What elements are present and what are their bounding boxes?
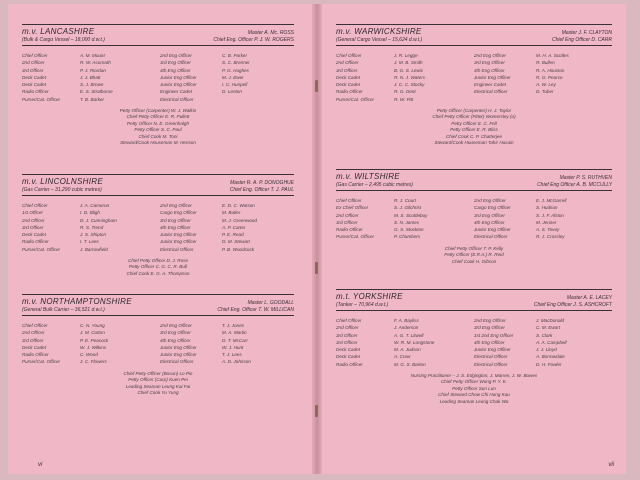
binding-gutter <box>312 4 322 474</box>
deck-ranks-entry: Radio Officer <box>22 239 49 245</box>
deck-ranks-entry: 1st Officer <box>22 210 43 216</box>
engine-names-entry: A. A. Campbell <box>536 339 567 345</box>
ratings-notes <box>336 246 612 265</box>
rating-line: Chief Petty Officer E. R. Pullett <box>126 114 190 120</box>
rating-line: Petty Officer S. C. Paul <box>134 127 182 133</box>
deck-ranks-entry: Chief Officer <box>336 318 362 323</box>
crew-list <box>22 52 294 103</box>
deck-names <box>80 52 160 103</box>
rating-line: Petty Officer E. R. Bliss <box>450 127 498 133</box>
engine-ranks-entry: 3rd Eng Officer <box>160 217 191 223</box>
deck-ranks-entry: Chief Officer <box>22 203 48 208</box>
section-top-rule <box>336 289 612 290</box>
engine-names-entry: D. Lenton <box>222 89 242 95</box>
deck-names-entry: B. G. S. Lewis <box>394 67 424 73</box>
master-name: Master A. E. LACEY <box>566 295 612 301</box>
vessel-type: (General Bulk Carrier – 36,521 d.w.t.) <box>22 307 105 313</box>
chief-engineer: Chief Eng Officer D. CARR <box>551 37 612 43</box>
engine-names-entry: R. Bullen <box>536 60 555 66</box>
engine-names-entry: M. J. Greenwood <box>222 217 257 223</box>
deck-names-entry: D. J. Cunningham <box>80 217 117 223</box>
ship-subheader <box>22 187 294 193</box>
rating-line: Petty Officer (Carpenter) H. J. Taylor <box>436 108 512 114</box>
engine-ranks <box>474 197 536 241</box>
engine-names-entry: P. B. Woodcock <box>222 246 255 252</box>
deck-ranks <box>22 322 80 366</box>
ship-header <box>336 292 612 301</box>
engine-ranks-entry: 2nd Eng Officer <box>474 198 506 203</box>
deck-names-entry: R. N. J. Waters <box>394 74 426 80</box>
crew-list <box>22 322 294 366</box>
deck-names-entry: M. G. S. Barton <box>394 361 426 367</box>
ship-subheader <box>22 307 294 313</box>
deck-names-entry: J. Barrowfield <box>80 246 108 252</box>
engine-names-entry: D. Tuber <box>536 89 554 95</box>
engine-names-entry: P. E. Read <box>222 232 244 238</box>
deck-names-entry: I. D. Bligh <box>80 210 100 216</box>
engine-ranks-entry: Electrical Officer <box>160 359 194 365</box>
section-top-rule <box>336 169 612 170</box>
rating-line: Petty Officer E. C. Fell <box>451 120 497 126</box>
deck-names-entry: S. N. James <box>394 219 420 225</box>
section-sub-rule <box>22 45 294 46</box>
engine-names-entry: A. W. Ley <box>536 82 556 88</box>
vessel-type: (General Cargo Vessel – 15,624 d.w.t.) <box>336 37 423 43</box>
engine-names <box>536 317 608 368</box>
deck-names-entry: E. S. Stratborne <box>80 89 113 95</box>
master-name: Master A. Mc. ROSS <box>247 30 294 36</box>
deck-names-entry: W. R. M. Longstone <box>394 339 435 345</box>
ship-header <box>22 27 294 36</box>
engine-ranks <box>474 52 536 103</box>
deck-names-entry: C. N. Young <box>80 323 105 328</box>
deck-names-entry: P. J. Riordan <box>80 67 106 73</box>
ship-subheader <box>336 182 612 188</box>
deck-ranks-entry: Purser/Cat. Officer <box>336 96 375 102</box>
rating-line: Chief Cook Yu Yung <box>137 390 179 395</box>
ship-section <box>336 289 612 405</box>
engine-ranks-entry: 3rd Eng Officer <box>474 212 505 218</box>
engine-ranks-entry: Junior Eng Officer <box>474 347 511 353</box>
engine-ranks-entry: Junior Eng Officer <box>160 344 197 350</box>
engine-names-entry: D. M. Stewart <box>222 239 250 245</box>
engine-names-entry: T. J. Jones <box>222 323 245 328</box>
deck-names-entry: P. Chambers <box>394 234 421 240</box>
engine-ranks-entry: Junior Eng Officer <box>474 74 511 80</box>
engine-ranks-entry: 4th Eng Officer <box>474 339 505 345</box>
engine-names-entry: J. MacDonald <box>536 318 565 323</box>
rating-line: Chief Petty Officer Wong P. Y. K. <box>440 379 508 385</box>
deck-ranks-entry: Chief Officer <box>22 323 48 328</box>
engine-ranks <box>474 317 536 368</box>
deck-ranks-entry: Deck Cadet <box>336 347 361 353</box>
ship-header <box>22 297 294 306</box>
deck-ranks-entry: 2nd Officer <box>22 60 45 66</box>
crew-list <box>336 317 612 368</box>
deck-ranks-entry: Radio Officer <box>336 89 363 95</box>
deck-names-entry: R. W. Pitt <box>394 96 414 102</box>
ship-header <box>22 177 294 186</box>
deck-ranks-entry: Deck Cadet <box>22 82 47 88</box>
rating-line: Chief Cook M. Toni <box>138 133 178 139</box>
deck-ranks-entry: 3rd Officer <box>336 67 358 73</box>
section-sub-rule <box>336 190 612 191</box>
rating-line: Chief Cook E. G. A. Thompson <box>126 270 190 276</box>
deck-names <box>80 202 160 253</box>
deck-names-entry: C. Wood <box>80 352 98 358</box>
ratings-notes <box>22 371 294 397</box>
deck-ranks-entry: 2nd Officer <box>22 217 45 223</box>
engine-ranks-entry: 2nd Eng Officer <box>474 318 506 323</box>
deck-ranks-entry: Deck Cadet <box>336 354 361 360</box>
deck-names-entry: P. E. Peacock <box>80 337 109 343</box>
deck-names-entry: R. W. Acornath <box>80 60 111 66</box>
section-top-rule <box>336 24 612 25</box>
engine-ranks-entry: Junior Eng Officer <box>160 74 197 80</box>
ship-subheader <box>336 302 612 308</box>
engine-ranks-entry: 2nd Eng Officer <box>160 323 192 328</box>
chief-engineer: Chief Eng. Officer P. J. W. ROGERS <box>213 37 294 43</box>
deck-ranks-entry: 3rd Officer <box>336 339 358 345</box>
deck-ranks-entry: 2nd Officer <box>336 212 359 218</box>
vessel-type: (Gas Carrier – 2,495 cubic metres) <box>336 182 413 188</box>
deck-ranks-entry: 3rd Officer <box>22 224 44 230</box>
engine-names <box>222 52 294 103</box>
rating-line: Leading Seaman Leung Kai Fai <box>125 383 191 389</box>
deck-names-entry: J. C. Flowers <box>80 359 107 365</box>
engine-ranks-entry: Electrical Officer <box>160 246 194 252</box>
rating-line: Chief Petty Officer T. P. Kelly <box>444 245 504 251</box>
rating-line: Chief Petty Officer (Fitter) Womersley (o) <box>432 114 516 120</box>
engine-ranks-entry: 4th Eng Officer <box>474 219 505 225</box>
staple-middle <box>315 262 318 274</box>
section-top-rule <box>22 294 294 295</box>
engine-ranks-entry: Cargo Eng Officer <box>160 210 197 216</box>
engine-ranks-entry: 3rd Eng Officer <box>474 325 505 331</box>
engine-names-entry: S. Hudson <box>536 205 558 211</box>
deck-names-entry: F. A. Bayliss <box>394 318 419 323</box>
ratings-notes <box>22 108 294 146</box>
vessel-type: (Gas Carrier – 31,290 cubic metres) <box>22 187 102 193</box>
deck-ranks-entry: Deck Cadet <box>22 344 47 350</box>
crew-list <box>336 52 612 103</box>
deck-names-entry: A. Crew <box>394 354 411 360</box>
rating-line: Petty Officer Sun Lun <box>452 385 496 391</box>
engine-names-entry: S. C. Brenner <box>222 60 250 66</box>
ship-name: m.v. WARWICKSHIRE <box>336 27 422 36</box>
engine-names-entry: S. J. F. Alston <box>536 212 564 218</box>
deck-ranks-entry: Purser/Cat. Officer <box>22 246 61 252</box>
deck-names <box>394 197 474 241</box>
rating-line: Petty Officer C. G. C. R. Bull <box>129 264 187 270</box>
deck-names-entry: J. A. Cameron <box>80 203 110 208</box>
engine-names-entry: D. T. McCarr <box>222 337 248 343</box>
engine-ranks-entry: Cargo Eng Officer <box>474 205 511 211</box>
deck-ranks-entry: Deck Cadet <box>22 74 47 80</box>
engine-names-entry: C. M. Ewart <box>536 325 560 331</box>
staple-bottom <box>315 405 318 417</box>
deck-names-entry: A. M. Mount <box>80 53 105 58</box>
left-page <box>8 4 312 474</box>
engine-names-entry: E. D. C. Watson <box>222 203 255 208</box>
deck-ranks-entry: Radio Officer <box>336 361 363 367</box>
deck-ranks-entry: Chief Officer <box>336 53 362 58</box>
page-number-left: vi <box>38 462 43 468</box>
ship-header <box>336 27 612 36</box>
deck-ranks-entry: 3rd Officer <box>336 219 358 225</box>
engine-ranks-entry: Junior Eng Officer <box>474 227 511 233</box>
engine-names-entry: A. P. Carter <box>222 224 246 230</box>
engine-ranks-entry: 4th Eng Officer <box>160 337 191 343</box>
engine-names-entry: R. J. Crossley <box>536 234 565 240</box>
engine-ranks <box>160 322 222 366</box>
deck-ranks-entry: 3rd Officer <box>22 67 44 73</box>
deck-ranks-entry: Purser/Cat. Officer <box>22 359 61 365</box>
engine-ranks-entry: Junior Eng Officer <box>160 239 197 245</box>
engine-ranks-entry: 1st 2nd Eng Officer <box>474 332 514 338</box>
engine-ranks-entry: 2nd Eng Officer <box>160 203 192 208</box>
engine-names-entry: M. H. A. Scotles <box>536 53 569 58</box>
engine-ranks-entry: Junior Eng Officer <box>160 82 197 88</box>
rating-line: Chief Cook C. P. Chatterjee <box>445 133 503 139</box>
deck-names <box>394 52 474 103</box>
deck-ranks-entry: 3rd Officer <box>22 337 44 343</box>
deck-names-entry: S. J. Gilchrist <box>394 205 422 211</box>
ship-subheader <box>22 37 294 43</box>
deck-ranks-entry: Purser/Cat. Officer <box>22 96 61 102</box>
deck-names-entry: J. M. Cotton <box>80 330 105 336</box>
engine-names-entry: W. J. Hunt <box>222 344 244 350</box>
engine-names-entry: I. C. Hunpell <box>222 82 248 88</box>
master-name: Master R. A. P. DONOGHUE <box>230 180 294 186</box>
deck-names-entry: W. J. Wilkins <box>80 344 107 350</box>
deck-ranks-entry: Chief Officer <box>22 53 48 58</box>
engine-ranks <box>160 52 222 103</box>
deck-ranks-entry: 3rd Officer <box>336 332 358 338</box>
deck-ranks-entry: Radio Officer <box>22 352 49 358</box>
chief-engineer: Chief Eng. Officer T. W. MILLICAN <box>217 307 294 313</box>
engine-names-entry: S. Clark <box>536 332 553 338</box>
deck-names-entry: S. J. Brown <box>80 82 104 88</box>
engine-names-entry: R. G. Pearce <box>536 74 563 80</box>
page-number-right: vii <box>608 462 614 468</box>
deck-names-entry: M. A. Judson <box>394 347 421 353</box>
engine-ranks-entry: Electrical Officer <box>474 361 508 367</box>
rating-line: Chief Petty Officer (Bosun) Lo Pin <box>123 370 193 376</box>
deck-ranks-entry: 2nd Officer <box>336 325 359 331</box>
deck-ranks <box>336 197 394 241</box>
ship-section <box>22 174 294 277</box>
rating-line: Petty Officer (Carp) Kuen Pei <box>128 377 188 383</box>
deck-ranks-entry: Ex Chief Officer <box>336 205 369 211</box>
deck-names-entry: J. S. Shipton <box>80 232 107 238</box>
engine-names-entry: M. A. Martin <box>222 330 247 336</box>
engine-names <box>222 322 294 366</box>
engine-names-entry: D. H. Fowler <box>536 361 562 367</box>
engine-ranks-entry: Junior Eng Officer <box>160 232 197 238</box>
engine-ranks-entry: 4th Eng Officer <box>160 224 191 230</box>
deck-ranks-entry: Deck Cadet <box>336 74 361 80</box>
engine-names-entry: J. J. Lloyd <box>536 347 557 353</box>
ship-header <box>336 172 612 181</box>
rating-line: Chief Steward Chow Chi Hung Kau <box>438 392 510 398</box>
engine-names-entry: M. Jenner <box>536 219 557 225</box>
engine-names-entry: E. J. McGarrell <box>536 198 567 203</box>
deck-names <box>80 322 160 366</box>
engine-ranks-entry: 2nd Eng Officer <box>474 53 506 58</box>
master-name: Master P. S. RUTHVEN <box>559 175 612 181</box>
deck-names-entry: A. G. T. Litwell <box>394 332 424 338</box>
engine-names-entry: P. G. Hughes <box>222 67 249 73</box>
engine-names-entry: C. B. Parker <box>222 53 248 58</box>
deck-names <box>394 317 474 368</box>
ship-name: m.v. LINCOLNSHIRE <box>22 177 103 186</box>
engine-ranks-entry: Electrical Officer <box>474 354 508 360</box>
vessel-type: (Bulk & Cargo Vessel – 18,000 d.w.t.) <box>22 37 105 43</box>
deck-ranks-entry: Purser/Cat. Officer <box>336 234 375 240</box>
ship-name: m.v. NORTHAMPTONSHIRE <box>22 297 132 306</box>
rating-line: Petty Officer (E.R.A.) R. Reid <box>444 252 504 258</box>
ship-section <box>22 294 294 396</box>
engine-ranks-entry: Engineer Cadet <box>160 89 192 95</box>
ratings-notes <box>336 108 612 146</box>
chief-engineer: Chief Eng. Officer T. J. PAUL <box>229 187 294 193</box>
engine-ranks-entry: Engineer Cadet <box>474 82 506 88</box>
engine-names <box>536 52 608 103</box>
section-sub-rule <box>336 310 612 311</box>
engine-ranks-entry: 3rd Eng Officer <box>160 330 191 336</box>
engine-ranks-entry: Electrical Officer <box>474 89 508 95</box>
engine-names <box>222 202 294 253</box>
section-top-rule <box>22 174 294 175</box>
deck-ranks-entry: Radio Officer <box>22 89 49 95</box>
deck-names-entry: R. J. Court <box>394 198 416 203</box>
deck-ranks <box>22 202 80 253</box>
ratings-notes <box>22 258 294 277</box>
ship-name: m.t. YORKSHIRE <box>336 292 403 301</box>
deck-ranks <box>22 52 80 103</box>
deck-names-entry: J. C. C. Stocky <box>394 82 425 88</box>
engine-ranks-entry: 2nd Eng Officer <box>160 53 192 58</box>
rating-line: Steward/Cook Houseman Tahir Husain <box>434 140 514 146</box>
chief-engineer: Chief Eng Officer A. B. MCCULLY <box>537 182 612 188</box>
deck-ranks-entry: Radio Officer <box>336 227 363 233</box>
master-name: Master J. F. CLAYTON <box>561 30 612 36</box>
section-top-rule <box>22 24 294 25</box>
rating-line: Petty Officer N. E. Greenhalgh <box>126 120 190 126</box>
crew-list <box>336 197 612 241</box>
deck-ranks-entry: Deck Cadet <box>336 82 361 88</box>
engine-names-entry: A. D. Johnson <box>222 359 251 365</box>
rating-line: Nursing Practitioner – J. S. Edgington, J. Marren, J. W. Bowes <box>410 373 538 379</box>
engine-names <box>536 197 608 241</box>
ship-subheader <box>336 37 612 43</box>
engine-ranks-entry: Junior Eng Officer <box>160 352 197 358</box>
crew-list <box>22 202 294 253</box>
deck-names-entry: J. M. B. Smith <box>394 60 423 66</box>
engine-ranks-entry: 4th Eng Officer <box>474 67 505 73</box>
engine-names-entry: R. A. Houston <box>536 67 565 73</box>
engine-names-entry: T. J. Lees <box>222 352 242 358</box>
engine-ranks <box>160 202 222 253</box>
ship-name: m.v. WILTSHIRE <box>336 172 400 181</box>
engine-ranks-entry: 3rd Eng Officer <box>160 60 191 66</box>
engine-ranks-entry: Electrical Officer <box>160 96 194 102</box>
ship-section <box>22 24 294 147</box>
deck-names-entry: M. S. Scuttleboy <box>394 212 428 218</box>
engine-ranks-entry: 4th Eng Officer <box>160 67 191 73</box>
deck-names-entry: G. S. Stockton <box>394 227 424 233</box>
chief-engineer: Chief Eng Officer J. S. ASHCROFT <box>533 302 612 308</box>
deck-ranks-entry: 2nd Officer <box>336 60 359 66</box>
rating-line: Chief Petty Officer D. J. Rose <box>128 258 188 264</box>
right-page <box>322 4 626 474</box>
section-sub-rule <box>336 45 612 46</box>
deck-names-entry: R. G. Dent <box>394 89 416 95</box>
staple-top <box>315 80 318 92</box>
ship-section <box>336 24 612 147</box>
deck-ranks <box>336 317 394 368</box>
ship-section <box>336 169 612 265</box>
master-name: Master L. GOODALL <box>247 300 294 306</box>
deck-names-entry: J. J. Bhatt <box>80 74 101 80</box>
ship-name: m.v. LANCASHIRE <box>22 27 95 36</box>
deck-names-entry: T. B. Barker <box>80 96 105 102</box>
deck-names-entry: I. T. Lees <box>80 239 99 245</box>
engine-ranks-entry: 3rd Eng Officer <box>474 60 505 66</box>
engine-names-entry: A. Borrowdale <box>536 354 565 360</box>
rating-line: Steward/Cook Houseman M. Henson <box>120 140 196 146</box>
deck-ranks-entry: 2nd Officer <box>22 330 45 336</box>
deck-ranks-entry: Deck Cadet <box>22 232 47 238</box>
engine-names-entry: M. J. Ewer <box>222 74 244 80</box>
engine-names-entry: A. S. Tovey <box>536 227 560 233</box>
deck-ranks-entry: Chief Officer <box>336 198 362 203</box>
deck-names-entry: J. R. Legge <box>394 53 418 58</box>
deck-names-entry: R. S. Trend <box>80 224 104 230</box>
rating-line: Chief Cook H. Gibson <box>451 258 497 264</box>
rating-line: Leading Seaman Leung Chak Wa <box>439 398 509 404</box>
engine-ranks-entry: Electrical Officer <box>474 234 508 240</box>
ratings-notes <box>336 373 612 405</box>
rating-line: Petty Officer (Carpenter) W. J. Walkin <box>119 108 197 114</box>
engine-names-entry: M. Butler <box>222 210 241 216</box>
deck-names-entry: J. Anderson <box>394 325 419 331</box>
section-sub-rule <box>22 315 294 316</box>
section-sub-rule <box>22 195 294 196</box>
vessel-type: (Tanker – 70,964 d.w.t.) <box>336 302 389 308</box>
deck-ranks <box>336 52 394 103</box>
